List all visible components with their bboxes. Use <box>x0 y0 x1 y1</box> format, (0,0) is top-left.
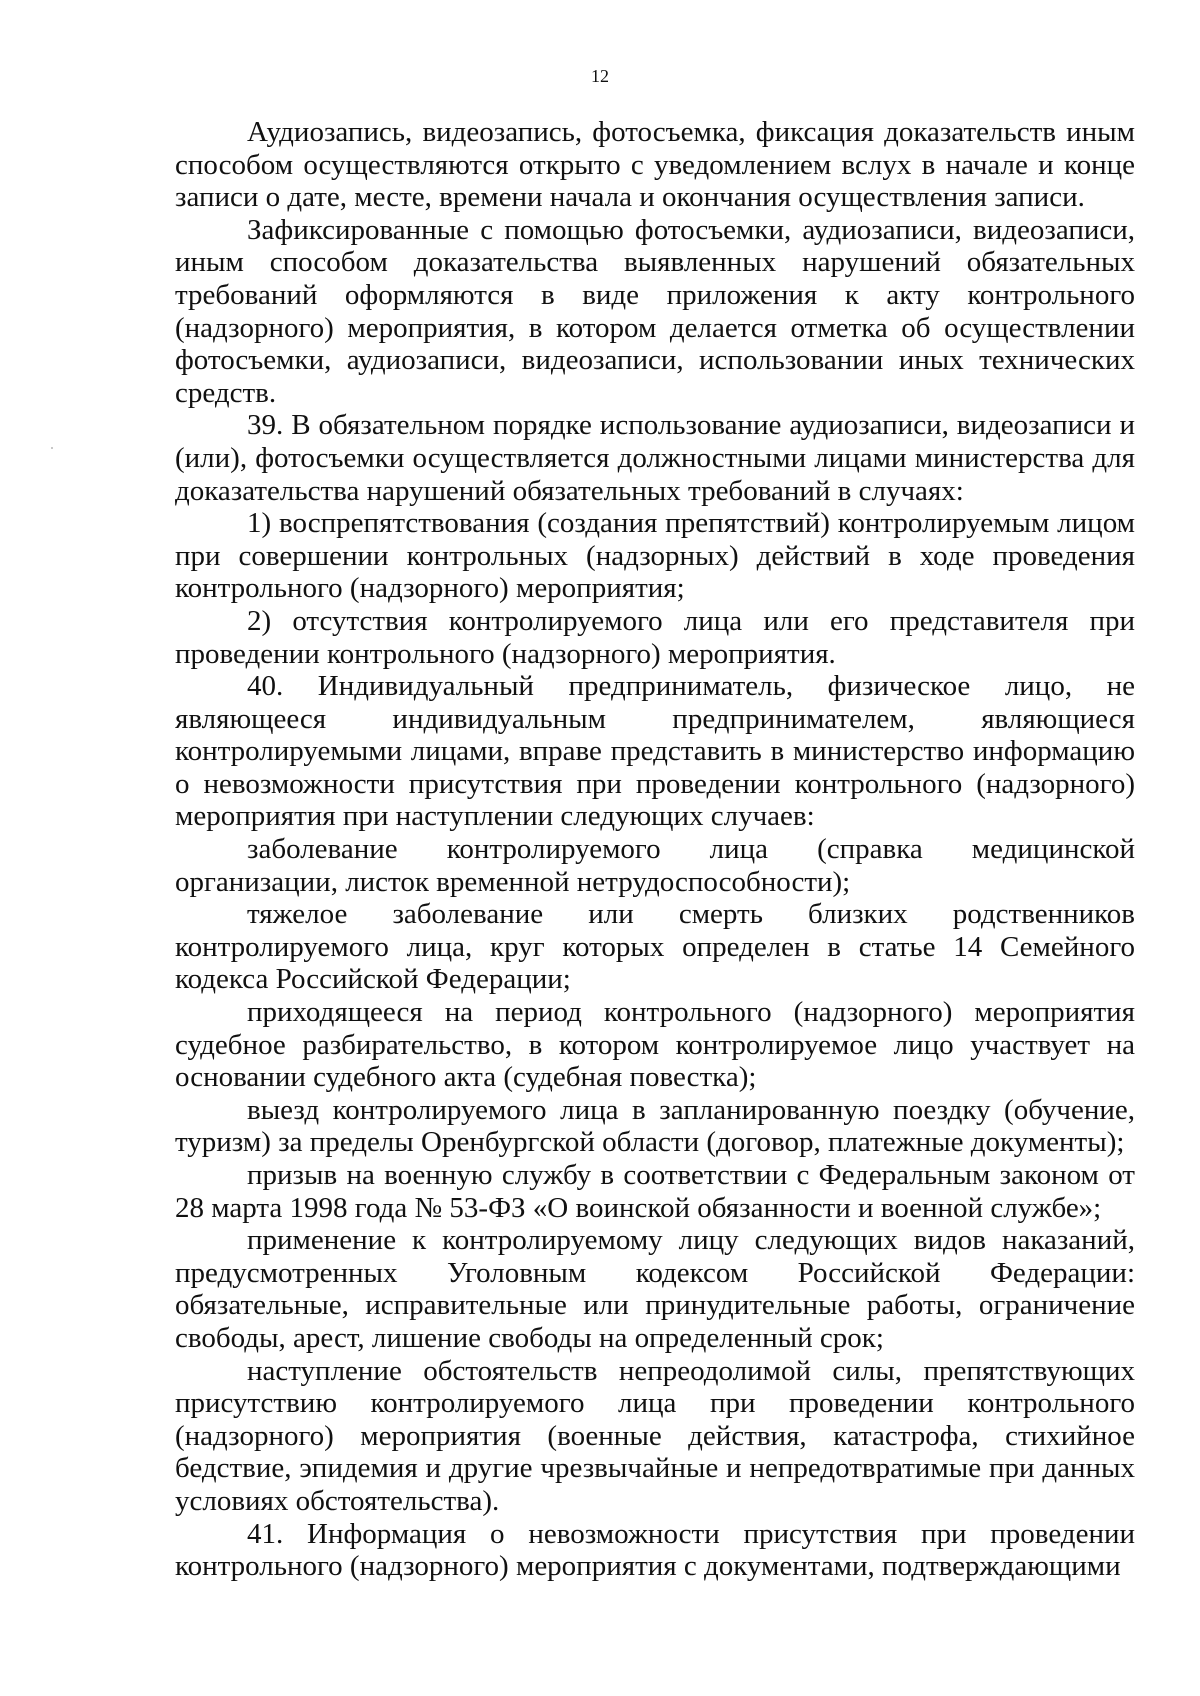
paragraph-recording-notice: Аудиозапись, видеозапись, фотосъемка, фиксация доказательств иным способом осуществляются открыто с уведомлением вслух в начале и конце записи о дате, месте, времени начала и окончания осуществления записи. <box>175 116 1135 214</box>
paragraph-item-39: 39. В обязательном порядке использование аудиозаписи, видеозаписи и (или), фотосъемки осуществляется должностными лицами министерства для доказательства нарушений обязательных требований в случаях: <box>175 409 1135 507</box>
scan-speck <box>51 447 53 449</box>
paragraph-case-illness: заболевание контролируемого лица (справка медицинской организации, листок временной нетрудоспособности); <box>175 833 1135 898</box>
paragraph-item-40: 40. Индивидуальный предприниматель, физическое лицо, не являющееся индивидуальным предпринимателем, являющиеся контролируемыми лицами, вправе представить в министерство информацию о невозможности присутствия при проведении контрольного (надзорного) мероприятия при наступлении следующих случаев: <box>175 670 1135 833</box>
paragraph-case-court: приходящееся на период контрольного (надзорного) мероприятия судебное разбирательство, в котором контролируемое лицо участвует на основании судебного акта (судебная повестка); <box>175 996 1135 1094</box>
page-number: 12 <box>591 66 609 86</box>
paragraph-case-force-majeure: наступление обстоятельств непреодолимой силы, препятствующих присутствию контролируемого лица при проведении контрольного (надзорного) мероприятия (военные действия, катастрофа, стихийное бедствие, эпидемия и другие чрезвычайные и непредотвратимые при данных условиях обстоятельства). <box>175 1354 1135 1517</box>
paragraph-item-41: 41. Информация о невозможности присутствия при проведении контрольного (надзорного) мероприятия с документами, подтверждающими <box>175 1517 1135 1583</box>
paragraph-case-military: призыв на военную службу в соответствии с Федеральным законом от 28 марта 1998 года № 53-ФЗ «О воинской обязанности и военной службе»; <box>175 1159 1135 1224</box>
document-body <box>175 116 1135 1583</box>
paragraph-case-punishment: применение к контролируемому лицу следующих видов наказаний, предусмотренных Уголовным кодексом Российской Федерации: обязательные, исправительные или принудительные работы, ограничение свободы, арест, лишение свободы на определенный срок; <box>175 1224 1135 1354</box>
paragraph-item-39-case-2: 2) отсутствия контролируемого лица или его представителя при проведении контрольного (надзорного) мероприятия. <box>175 604 1135 670</box>
paragraph-recorded-evidence: Зафиксированные с помощью фотосъемки, аудиозаписи, видеозаписи, иным способом доказательства выявленных нарушений обязательных требований оформляются в виде приложения к акту контрольного (надзорного) мероприятия, в котором делается отметка об осуществлении фотосъемки, аудиозаписи, видеозаписи, использовании иных технических средств. <box>175 213 1135 409</box>
paragraph-case-travel: выезд контролируемого лица в запланированную поездку (обучение, туризм) за пределы Оренбургской области (договор, платежные документы); <box>175 1093 1135 1159</box>
paragraph-item-39-case-1: 1) воспрепятствования (создания препятствий) контролируемым лицом при совершении контрольных (надзорных) действий в ходе проведения контрольного (надзорного) мероприятия; <box>175 507 1135 605</box>
paragraph-case-relatives: тяжелое заболевание или смерть близких родственников контролируемого лица, круг которых определен в статье 14 Семейного кодекса Российской Федерации; <box>175 898 1135 996</box>
